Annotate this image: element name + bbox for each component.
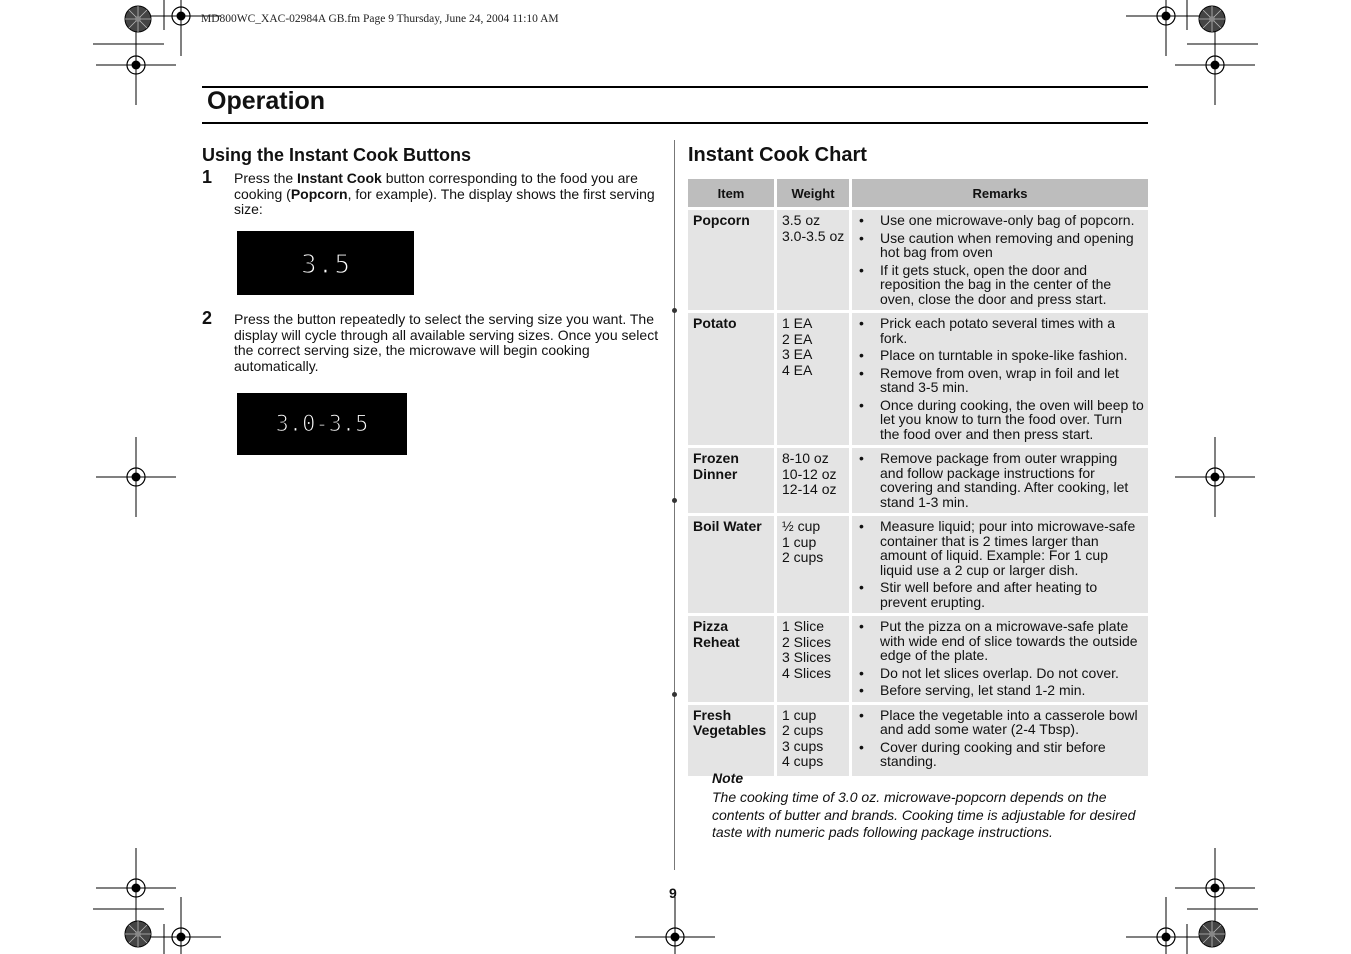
row-remarks-cell	[852, 448, 1148, 513]
remark-item: • Measure liquid; pour into microwave-safe container that is 2 times larger than amount of liquid. Example: For 1 cup liquid use a 2 cup or larger dish.	[857, 519, 1144, 577]
weight-value: 1 cup	[782, 533, 817, 550]
page-number: 9	[669, 885, 677, 901]
note-text: The cooking time of 3.0 oz. microwave-popcorn depends on the contents of butter and brands. Cooking time is adjustable for desired taste with numeric pads following package instructions.	[712, 789, 1136, 840]
table-row	[688, 616, 1148, 702]
remark-item: • Stir well before and after heating to prevent erupting.	[857, 580, 1144, 609]
row-weight-cell	[777, 616, 849, 702]
weight-value: 1 Slice	[782, 618, 825, 634]
row-remarks-cell	[852, 516, 1148, 613]
step-1-number: 1	[202, 167, 213, 187]
weight-value: 1 EA	[782, 315, 813, 331]
row-remarks-cell	[852, 313, 1148, 445]
weight-value: 10-12 oz	[782, 465, 837, 482]
remark-item: • Put the pizza on a microwave-safe plate with wide end of slice towards the outside edge of the plate.	[857, 619, 1144, 663]
binder-hole-dot	[672, 498, 677, 503]
header-weight: Weight	[777, 179, 849, 207]
weight-value: 3.5 oz	[782, 212, 821, 228]
table-row	[688, 313, 1148, 445]
weight-value: 3 EA	[782, 346, 813, 362]
remark-item: • Prick each potato several times with a fork.	[857, 316, 1144, 345]
row-item-cell: Frozen Dinner	[688, 448, 774, 513]
remark-item: • Do not let slices overlap. Do not cover.	[857, 666, 1144, 681]
step-1-text: Press the Instant Cook button corresponding to the food you are cooking (Popcorn, for example). The display shows the first serving size:	[234, 170, 655, 217]
binder-hole-dot	[672, 692, 677, 697]
remark-item: • Place the vegetable into a casserole bowl and add some water (2-4 Tbsp).	[857, 708, 1144, 737]
row-item-cell: Fresh Vegetables	[688, 705, 774, 776]
page-title: Operation	[207, 87, 326, 115]
display-serving-size-3-5	[237, 231, 414, 295]
step-2-text: Press the button repeatedly to select the serving size you want. The display will cycle through all available serving sizes. Once you select the correct serving size, the microwave will begin cooking automatically.	[234, 311, 659, 374]
instant-cook-buttons-heading: Using the Instant Cook Buttons	[202, 145, 471, 165]
title-rule-top	[202, 86, 1148, 88]
display-readout-text: 3.0-3.5	[275, 412, 369, 437]
weight-value: 3 cups	[782, 737, 824, 754]
column-divider	[674, 140, 675, 870]
header-remarks: Remarks	[852, 179, 1148, 207]
weight-value: 2 cups	[782, 549, 824, 565]
row-item-cell: Popcorn	[688, 210, 774, 310]
instant-cook-chart-title: Instant Cook Chart	[688, 144, 867, 166]
remark-item: • Remove from oven, wrap in foil and let stand 3-5 min.	[857, 366, 1144, 395]
row-remarks-cell	[852, 210, 1148, 310]
remark-item: • Once during cooking, the oven will beep to let you know to turn the food over. Turn the food over and then press start.	[857, 398, 1144, 442]
row-item-cell: Potato	[688, 313, 774, 445]
table-header-row	[688, 179, 1148, 207]
weight-value: 4 EA	[782, 361, 813, 378]
weight-value: 3.0-3.5 oz	[782, 227, 845, 244]
display-readout-text: 3.5	[301, 250, 351, 280]
table-row	[688, 516, 1148, 613]
row-item-cell: Pizza Reheat	[688, 616, 774, 702]
row-weight-cell	[777, 448, 849, 513]
table-row	[688, 705, 1148, 776]
remark-item: • Place on turntable in spoke-like fashion.	[857, 348, 1144, 363]
weight-value: 2 cups	[782, 722, 824, 738]
note-title: Note	[712, 770, 744, 786]
header-item: Item	[688, 179, 774, 207]
row-weight-cell	[777, 705, 849, 776]
remark-item: • Use caution when removing and opening hot bag from oven	[857, 231, 1144, 260]
remark-item: • If it gets stuck, open the door and reposition the bag in the center of the oven, close the door and press start.	[857, 263, 1144, 307]
row-weight-cell	[777, 313, 849, 445]
remark-item: • Cover during cooking and stir before standing.	[857, 740, 1144, 769]
table-row	[688, 448, 1148, 513]
table-row	[688, 210, 1148, 310]
remark-item: • Before serving, let stand 1-2 min.	[857, 683, 1144, 698]
remark-item: • Remove package from outer wrapping and follow package instructions for covering and standing. After cooking, let stand 1-3 min.	[857, 451, 1144, 509]
weight-value: 4 Slices	[782, 664, 832, 681]
row-weight-cell	[777, 516, 849, 613]
display-serving-range	[237, 393, 407, 455]
weight-value: ½ cup	[782, 518, 821, 534]
weight-value: 8-10 oz	[782, 450, 829, 466]
remark-item: • Use one microwave-only bag of popcorn.	[857, 213, 1144, 228]
instant-cook-chart-table	[685, 176, 1151, 779]
step-2-number: 2	[202, 308, 213, 328]
weight-value: 2 EA	[782, 330, 813, 347]
weight-value: 2 Slices	[782, 633, 832, 650]
binder-hole-dot	[672, 308, 677, 313]
row-item-cell: Boil Water	[688, 516, 774, 613]
weight-value: 12-14 oz	[782, 481, 837, 497]
row-weight-cell	[777, 210, 849, 310]
row-remarks-cell	[852, 705, 1148, 776]
title-rule-bottom	[202, 122, 1148, 124]
weight-value: 3 Slices	[782, 649, 832, 665]
weight-value: 1 cup	[782, 706, 817, 723]
file-header: MD800WC_XAC-02984A GB.fm Page 9 Thursday, June 24, 2004 11:10 AM	[201, 13, 559, 25]
row-remarks-cell	[852, 616, 1148, 702]
weight-value: 4 cups	[782, 753, 824, 769]
